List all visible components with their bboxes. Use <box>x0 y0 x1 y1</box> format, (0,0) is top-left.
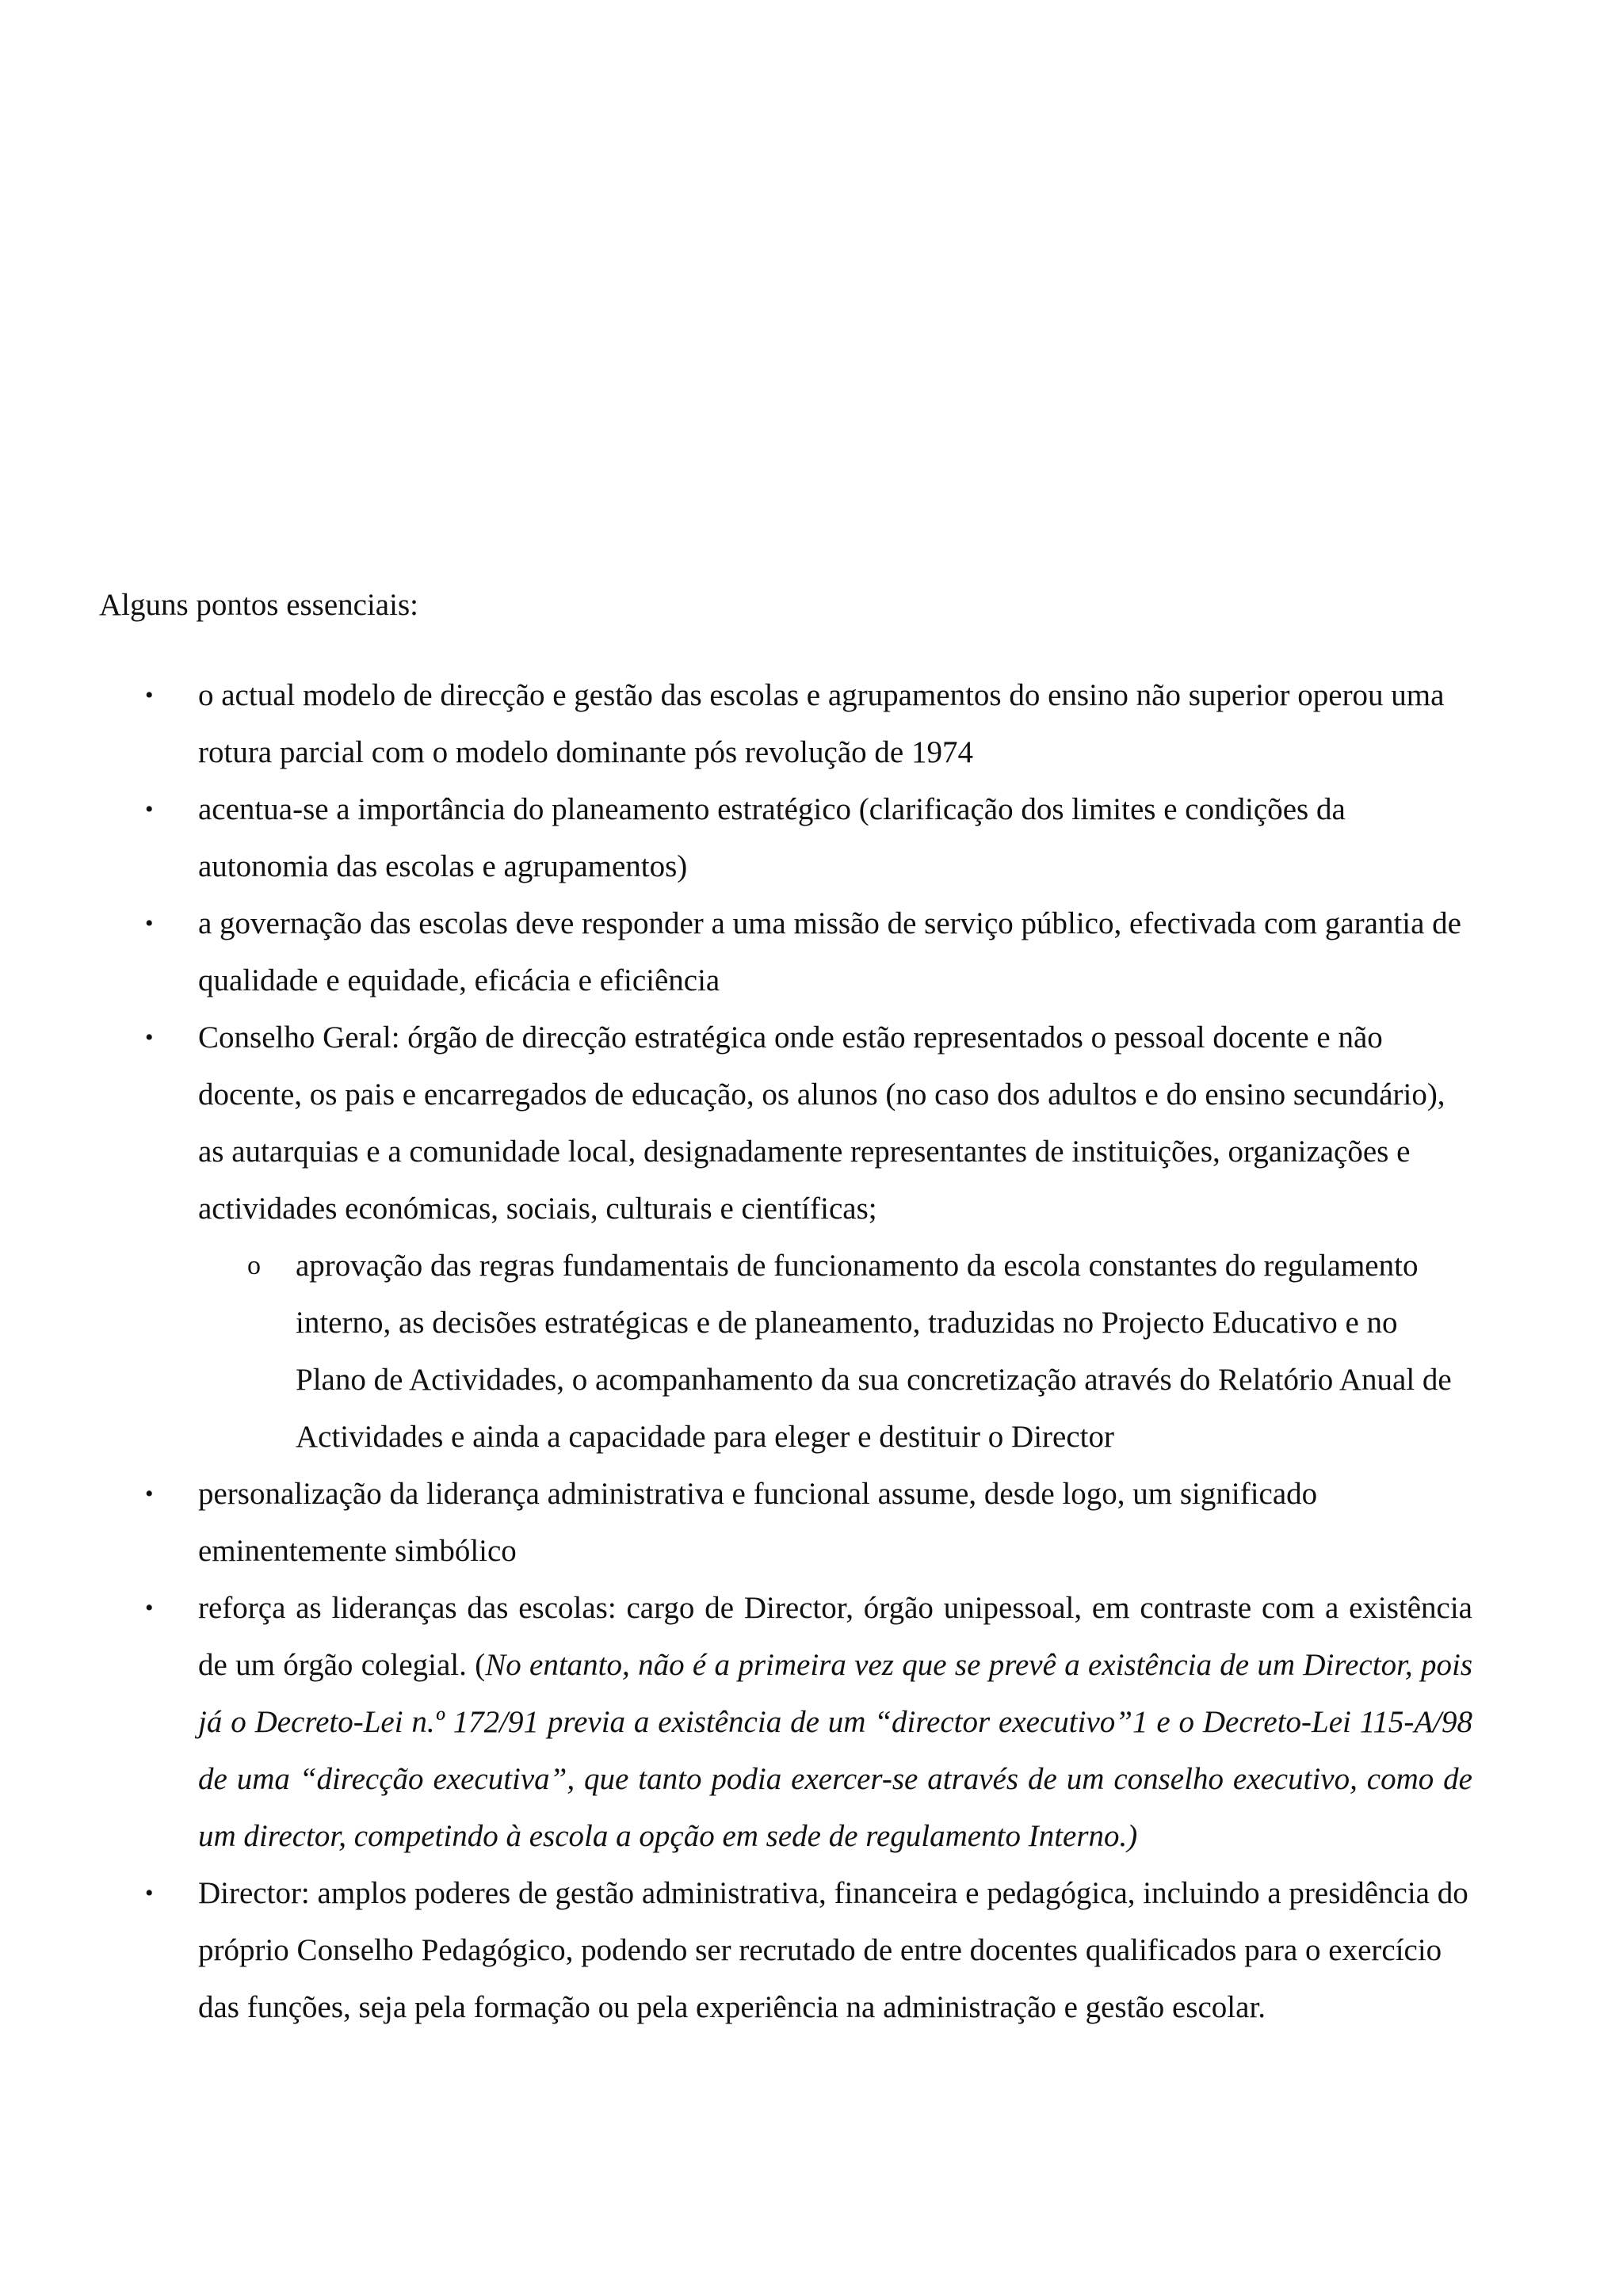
bullet-dot: • <box>145 1595 154 1621</box>
sub-list-item <box>0 1238 1623 1466</box>
list-item <box>0 1865 1623 2036</box>
list-item-text: Director: amplos poderes de gestão administrativa, financeira e pedagógica, incluindo a presidência do próprio Conselho Pedagógico, podendo ser recrutado de entre docentes qualificados para o exercício das funções, seja pela formação ou pela experiência na administração e gestão escolar. <box>198 1876 1468 2024</box>
sub-list-item-text: aprovação das regras fundamentais de funcionamento da escola constantes do regulamento interno, as decisões estratégicas e de planeamento, traduzidas no Projecto Educativo e no Plano de Actividades, o acompanhamento da sua concretização através do Relatório Anual de Actividades e ainda a capacidade para eleger e destituir o Director <box>296 1249 1452 1454</box>
list-item-text: a governação das escolas deve responder a uma missão de serviço público, efectivada com garantia de qualidade e equidade, eficácia e eficiência <box>198 906 1461 997</box>
list-item-text: Conselho Geral: órgão de direcção estratégica onde estão representados o pessoal docente e não docente, os pais e encarregados de educação, os alunos (no caso dos adultos e do ensino secundário), as autarquias e a comunidade local, designadamente representantes de instituições, organizações e actividades económicas, sociais, culturais e científicas; <box>198 1020 1445 1226</box>
list-item <box>0 1466 1623 1580</box>
list-item-text: acentua-se a importância do planeamento estratégico (clarificação dos limites e condições da autonomia das escolas e agrupamentos) <box>198 792 1346 883</box>
list-item-text: personalização da liderança administrativa e funcional assume, desde logo, um significado eminentemente simbólico <box>198 1477 1318 1568</box>
bullet-dot: • <box>145 1880 154 1906</box>
list-item-text-regular: reforça as lideranças das escolas: cargo de Director, órgão unipessoal, em contraste com a existência de um órgão colegial. ( <box>198 1591 1472 1682</box>
bullet-dot: • <box>145 1024 154 1051</box>
list-item <box>0 1009 1623 1238</box>
section-heading: Alguns pontos essenciais: <box>99 588 418 622</box>
bullet-circle: o <box>247 1251 261 1280</box>
list-item-text <box>198 1580 1472 1865</box>
list-item <box>0 781 1623 895</box>
key-points-list <box>0 667 1623 2036</box>
bullet-dot: • <box>145 910 154 936</box>
bullet-dot: • <box>145 1481 154 1507</box>
bullet-dot: • <box>145 682 154 708</box>
list-item <box>0 667 1623 781</box>
bullet-dot: • <box>145 796 154 822</box>
list-item <box>0 895 1623 1009</box>
list-item-text: o actual modelo de direcção e gestão das escolas e agrupamentos do ensino não superior operou uma rotura parcial com o modelo dominante pós revolução de 1974 <box>198 678 1445 769</box>
list-item-text-italic: No entanto, não é a primeira vez que se prevê a existência de um Director, pois já o Decreto-Lei n.º 172/91 previa a existência de um “director executivo”1 e o Decreto-Lei 115-A/98 de uma “direcção executiva”, que tanto podia exercer-se através de um conselho executivo, como de um director, competindo à escola a opção em sede de regulamento Interno.) <box>198 1648 1472 1853</box>
list-item <box>0 1580 1623 1865</box>
